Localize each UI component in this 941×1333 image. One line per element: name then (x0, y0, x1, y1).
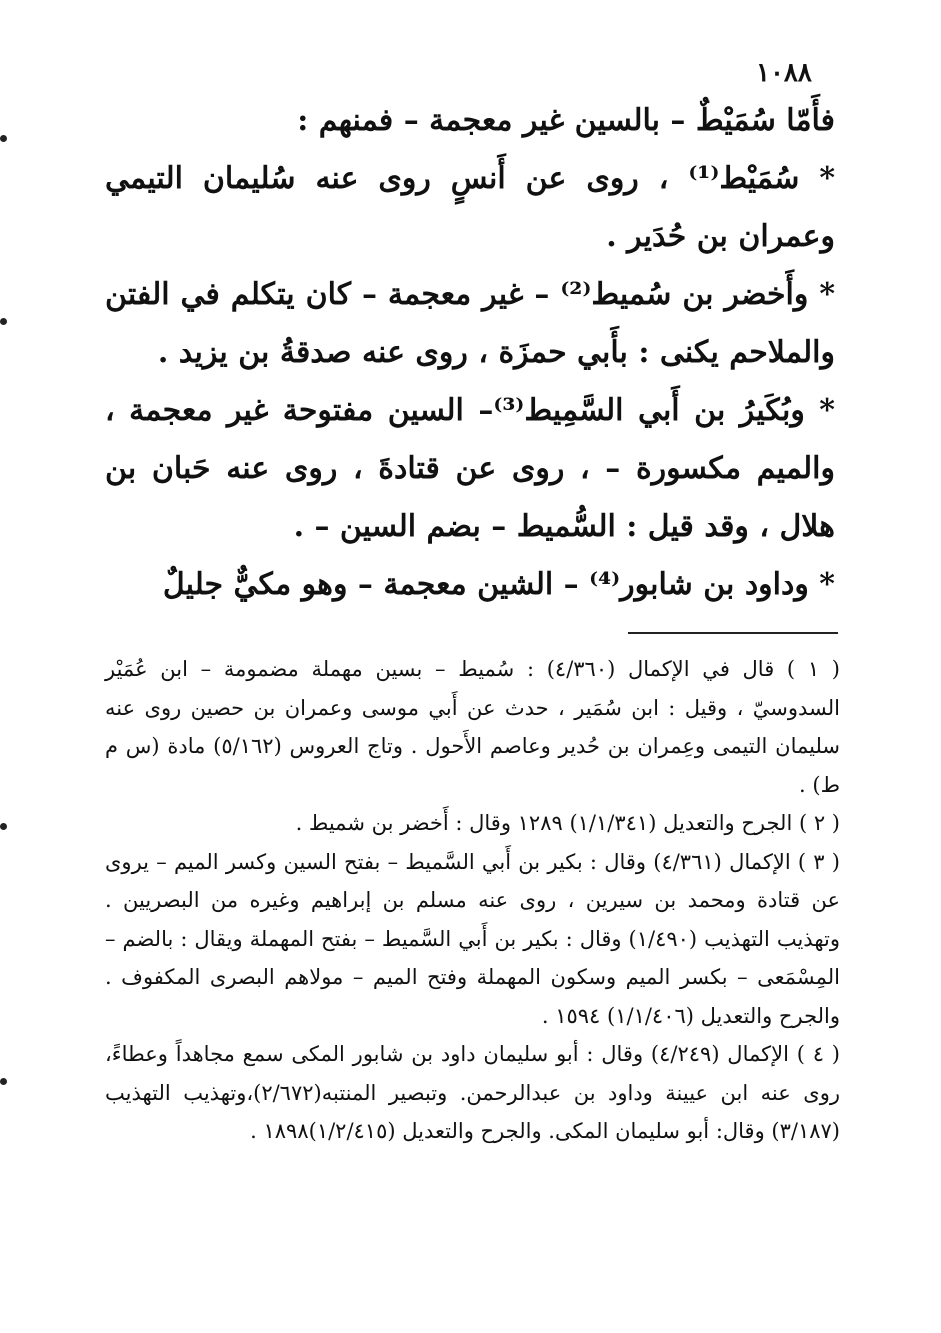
margin-mark (0, 318, 7, 325)
margin-mark (0, 1078, 7, 1085)
footnote: ( ١ ) قال في الإكمال (٤/٣٦٠) : سُميط – بسين مهملة مضمومة – ابن عُمَيْر السدوسيّ ، وقيل : ابن سُمَير ، حدث عن أَبي موسى وعمران بن حصين روى عنه سليمان التيمى وعِمران بن حُدير وعاصم الأَحول . وتاج العروس (٥/١٦٢) مادة (س م ط) . (105, 657, 840, 797)
footnote: ( ٢ ) الجرح والتعديل (١/١/٣٤١) ١٢٨٩ وقال : أَخضر بن شميط . (295, 811, 840, 835)
main-paragraph: * سُمَيْط⁽¹⁾ ، روى عن أَنسٍ روى عنه سُليمان التيمي وعمران بن حُدَير . (105, 161, 836, 254)
footnote-divider (628, 632, 838, 634)
margin-mark (0, 823, 7, 830)
main-paragraph: فأَمّا سُمَيْطٌ – بالسين غير معجمة – فمنهم : (297, 103, 835, 138)
main-paragraph: * وأَخضر بن سُميط⁽²⁾ – غير معجمة – كان يتكلم في الفتن والملاحم يكنى : بأَبي حمزَة ، روى عنه صدقةُ بن يزيد . (105, 277, 836, 370)
footnotes (105, 650, 840, 1151)
main-text (105, 92, 835, 614)
main-paragraph: * وداود بن شابور⁽⁴⁾ – الشين معجمة – وهو مكيٌّ جليلٌ (162, 567, 835, 602)
footnote: ( ٣ ) الإكمال (٤/٣٦١) وقال : بكير بن أَبي السَّميط – بفتح السين وكسر الميم – يروى عن قتادة ومحمد بن سيرين ، روى عنه مسلم بن إبراهيم وغيره من البصريين . وتهذيب التهذيب (١/٤٩٠) وقال : بكير بن أَبي السَّميط – بفتح المهملة ويقال : بالضم – المِسْمَعى – بكسر الميم وسكون المهملة وفتح الميم – مولاهم البصرى المكفوف . والجرح والتعديل (١/١/٤٠٦) ١٥٩٤ . (105, 849, 840, 1028)
footnote: ( ٤ ) الإكمال (٤/٢٤٩) وقال : أبو سليمان داود بن شابور المكى سمع مجاهداً وعطاءً، روى عنه ابن عيينة وداود بن عبدالرحمن. وتبصير المنتبه(٢/٦٧٢)،وتهذيب التهذيب (٣/١٨٧) وقال: أبو سليمان المكى. والجرح والتعديل (١/٢/٤١٥)١٨٩٨ . (105, 1042, 840, 1143)
margin-mark (0, 135, 7, 142)
page-number: ١٠٨٨ (756, 58, 812, 88)
main-paragraph: * وبُكَيرُ بن أَبي السَّمِيط⁽³⁾– السين مفتوحة غير معجمة ، والميم مكسورة – ، روى عن قتادةَ ، روى عنه حَبان بن هلال ، وقد قيل : السُّميط – بضم السين – . (105, 393, 835, 544)
